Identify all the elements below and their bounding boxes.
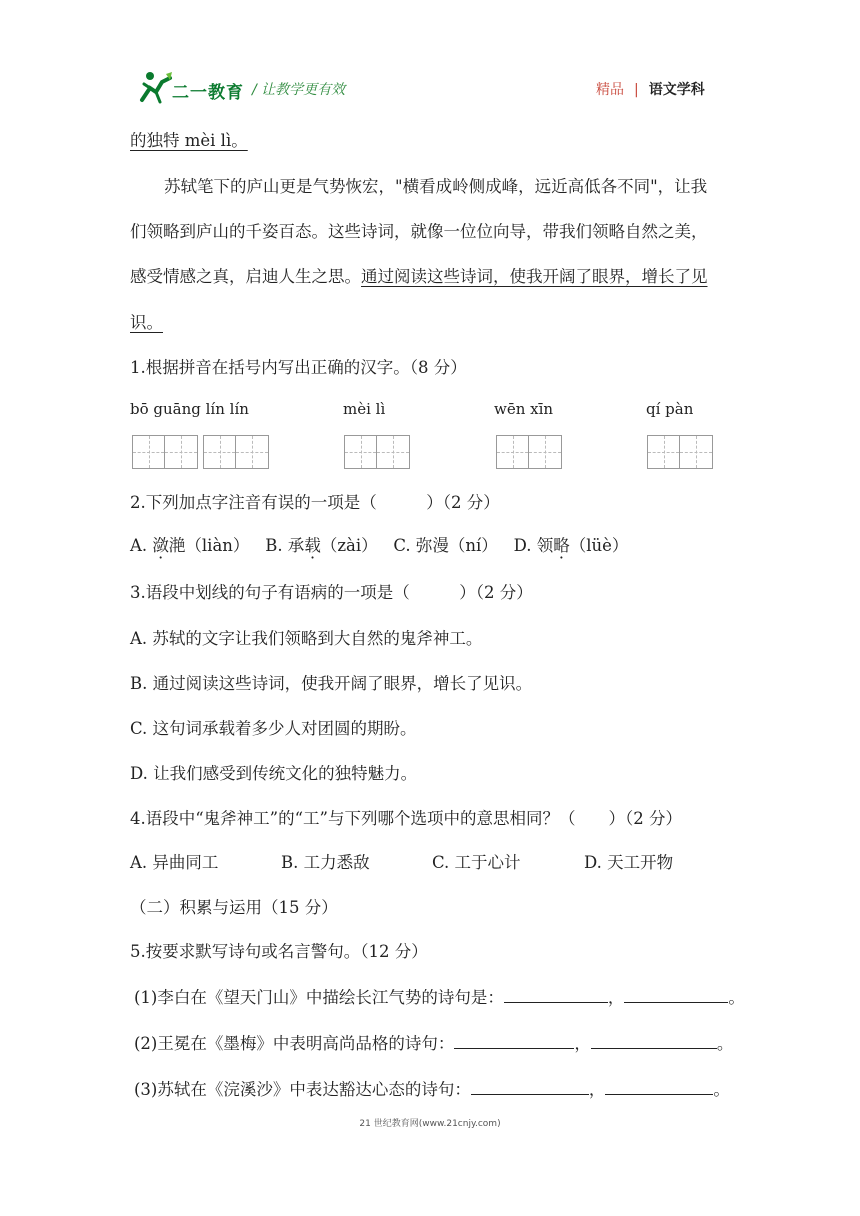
q2-option-b-prefix: B. 承 (265, 536, 305, 555)
q2-option-d-rest: （lüè） (569, 536, 629, 555)
answer-grid-1b[interactable] (203, 435, 269, 469)
q2-option-a-dotted: 潋 (152, 536, 169, 555)
answer-grid-2[interactable] (344, 435, 410, 469)
comma: ， (588, 1080, 606, 1099)
comma: ， (607, 988, 625, 1007)
q2-option-d-prefix: D. 领 (513, 536, 554, 555)
brand-label (596, 79, 705, 99)
fill-blank[interactable] (471, 1078, 589, 1095)
subject-label: 语文学科 (648, 82, 705, 98)
question-5-title: 5.按要求默写诗句或名言警句。（12 分） (130, 942, 428, 961)
q3-option-c: C. 这句词承载着多少人对团圆的期盼。 (130, 719, 417, 738)
q5-item-3 (134, 1076, 730, 1100)
fill-blank[interactable] (504, 986, 608, 1003)
passage-line-0: 的独特 mèi lì。 (130, 131, 248, 150)
period: 。 (713, 1080, 730, 1099)
passage-line-1: 苏轼笔下的庐山更是气势恢宏，"横看成岭侧成峰，远近高低各不同"，让我 (164, 177, 708, 196)
q2-option-c: C. 弥漫（ní） (393, 536, 498, 555)
period: 。 (716, 1034, 734, 1053)
answer-grid-1a[interactable] (132, 435, 198, 469)
passage-line-3a: 感受情感之真，启迪人生之思。 (130, 267, 361, 286)
period: 。 (728, 988, 745, 1007)
q3-option-b: B. 通过阅读这些诗词，使我开阔了眼界，增长了见识。 (130, 674, 533, 693)
question-3-title: 3.语段中划线的句子有语病的一项是（ ）（2 分） (130, 583, 533, 602)
answer-grid-3[interactable] (496, 435, 562, 469)
q5-item-2-text: (2)王冕在《墨梅》中表明高尚品格的诗句： (134, 1034, 455, 1053)
question-2-options (130, 532, 628, 556)
pinyin-2: mèi lì (343, 400, 386, 418)
q5-item-1 (134, 984, 745, 1008)
q2-option-b-dotted: 载 (304, 536, 321, 555)
fill-blank[interactable] (624, 986, 728, 1003)
question-2-title: 2.下列加点字注音有误的一项是（ ）（2 分） (130, 493, 500, 512)
q5-item-2 (134, 1030, 733, 1054)
q4-option-d: D. 天工开物 (584, 853, 674, 872)
q4-option-a: A. 异曲同工 (130, 853, 219, 872)
brand-separator: | (634, 82, 639, 98)
brand-jingpin: 精品 (596, 82, 624, 98)
fill-blank[interactable] (454, 1032, 574, 1049)
q3-option-a: A. 苏轼的文字让我们领略到大自然的鬼斧神工。 (130, 629, 483, 648)
page-header (0, 0, 860, 120)
answer-grid-4[interactable] (647, 435, 713, 469)
comma: ， (574, 1034, 591, 1053)
pinyin-4: qí pàn (646, 400, 694, 418)
q3-option-d: D. 让我们感受到传统文化的独特魅力。 (130, 764, 418, 783)
q4-option-b: B. 工力悉敌 (281, 853, 370, 872)
fill-blank[interactable] (591, 1032, 717, 1049)
q2-option-b-rest: （zài） (320, 536, 378, 555)
q5-item-1-text: (1)李白在《望天门山》中描绘长江气势的诗句是： (134, 988, 504, 1007)
underlined-sentence: 通过阅读这些诗词，使我开阔了眼界，增长了见 (361, 267, 708, 286)
section-heading: （二）积累与运用（15 分） (130, 898, 338, 917)
passage-line-2: 们领略到庐山的千姿百态。这些诗词，就像一位位向导，带我们领略自然之美， (130, 222, 708, 241)
pinyin-3: wēn xīn (494, 400, 554, 418)
fill-blank[interactable] (605, 1078, 713, 1095)
q4-option-c: C. 工于心计 (432, 853, 521, 872)
page-footer: 21 世纪教育网(www.21cnjy.com) (359, 1119, 501, 1129)
logo-text: 二一教育 (172, 83, 244, 103)
q2-option-a-prefix: A. (130, 536, 153, 555)
q5-item-3-text: (3)苏轼在《浣溪沙》中表达豁达心态的诗句： (134, 1080, 471, 1099)
q2-option-d-dotted: 略 (553, 536, 570, 555)
q2-option-a-rest: 滟（liàn） (168, 536, 250, 555)
question-4-title: 4.语段中“鬼斧神工”的“工”与下列哪个选项中的意思相同？（ ）（2 分） (130, 809, 682, 828)
passage-line-3 (130, 263, 708, 287)
pinyin-1: bō guāng lín lín (130, 400, 249, 418)
question-1-title: 1.根据拼音在括号内写出正确的汉字。（8 分） (130, 358, 467, 377)
slogan: / 让教学更有效 (252, 82, 346, 98)
passage-line-4: 识。 (130, 313, 163, 332)
